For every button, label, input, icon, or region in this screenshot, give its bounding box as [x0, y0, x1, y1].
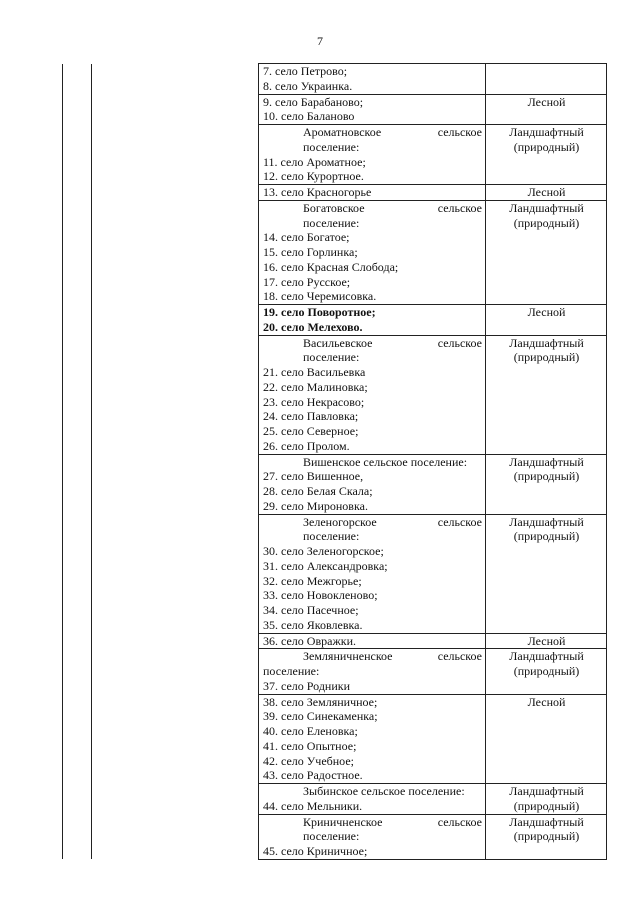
- settlements-cell: [259, 454, 486, 514]
- settlements-cell: [259, 649, 486, 694]
- header-word: сельское: [437, 814, 482, 829]
- empty-number-cell: [63, 200, 92, 304]
- village-item: 16. село Красная Слобода;: [263, 259, 399, 274]
- table-body: [63, 64, 607, 860]
- settlements-cell: [259, 125, 486, 185]
- village-item: 45. село Криничное;: [263, 844, 368, 858]
- page-number: 7: [317, 34, 323, 48]
- empty-name-cell: [92, 649, 259, 694]
- village-item: 8. село Украинка.: [263, 78, 353, 93]
- landscape-type-cell: Лесной: [486, 633, 607, 649]
- empty-number-cell: [63, 633, 92, 649]
- settlement-header-cont: поселение:: [303, 139, 360, 154]
- village-item: 15. село Горлинка;: [263, 245, 358, 259]
- village-item: 26. село Пролом.: [263, 438, 350, 453]
- landscape-type-cell: Ландшафтный (природный): [486, 335, 607, 454]
- settlement-header: [263, 649, 482, 664]
- village-item: 31. село Александровка;: [263, 558, 388, 573]
- village-item: 19. село Поворотное;: [263, 305, 376, 319]
- settlement-header-cont: поселение:: [303, 350, 360, 365]
- settlement-header: Зыбинское сельское поселение:: [303, 784, 465, 798]
- empty-name-cell: [92, 335, 259, 454]
- village-item: 17. село Русское;: [263, 274, 351, 289]
- empty-name-cell: [92, 125, 259, 185]
- village-item: 25. село Северное;: [263, 424, 359, 438]
- table-row: [63, 694, 607, 784]
- header-word: Криничненское: [303, 814, 383, 829]
- settlement-header: [263, 125, 482, 140]
- village-item: 23. село Некрасово;: [263, 394, 365, 409]
- village-item: 34. село Пасечное;: [263, 603, 359, 617]
- empty-number-cell: [63, 514, 92, 633]
- header-word: сельское: [437, 200, 482, 215]
- empty-number-cell: [63, 784, 92, 815]
- settlement-header: Вишенское сельское поселение:: [303, 454, 468, 469]
- settlement-header: [263, 515, 482, 530]
- settlement-header: [263, 201, 482, 216]
- village-item: 9. село Барабаново;: [263, 94, 364, 109]
- empty-number-cell: [63, 64, 92, 95]
- empty-name-cell: [92, 814, 259, 859]
- table-row: [63, 454, 607, 514]
- settlement-header: [263, 815, 482, 830]
- empty-name-cell: [92, 94, 259, 125]
- village-item: 35. село Яковлевка.: [263, 617, 363, 632]
- settlements-cell: [259, 784, 486, 815]
- village-item: 33. село Новокленово;: [263, 588, 378, 603]
- landscape-type-cell: Ландшафтный (природный): [486, 200, 607, 304]
- village-item: 29. село Мироновка.: [263, 498, 368, 513]
- village-item: 28. село Белая Скала;: [263, 484, 373, 498]
- header-word: Земляничненское: [303, 649, 393, 664]
- table-row: [63, 814, 607, 859]
- empty-name-cell: [92, 185, 259, 201]
- empty-name-cell: [92, 454, 259, 514]
- empty-name-cell: [92, 633, 259, 649]
- header-word: Богатовское: [303, 200, 365, 215]
- village-item: 36. село Овражки.: [263, 633, 356, 648]
- empty-name-cell: [92, 784, 259, 815]
- settlement-header-cont: поселение:: [303, 215, 360, 230]
- header-word: Васильевское: [303, 335, 373, 350]
- settlement-header: [263, 336, 482, 351]
- settlement-header-cont: поселение:: [303, 529, 360, 544]
- settlements-cell: [259, 200, 486, 304]
- village-item: 22. село Малиновка;: [263, 379, 368, 394]
- landscape-type-cell: Ландшафтный (природный): [486, 814, 607, 859]
- table-row: [63, 185, 607, 201]
- village-item: 39. село Синекаменка;: [263, 709, 378, 724]
- settlements-cell: [259, 694, 486, 784]
- settlements-cell: [259, 185, 486, 201]
- village-item: 14. село Богатое;: [263, 230, 350, 245]
- empty-number-cell: [63, 335, 92, 454]
- village-item: 40. село Еленовка;: [263, 724, 358, 738]
- village-item: 20. село Мелехово.: [263, 319, 363, 334]
- table-row: [63, 64, 607, 95]
- village-item: 18. село Черемисовка.: [263, 289, 377, 304]
- village-item: 32. село Межгорье;: [263, 573, 362, 588]
- landscape-type-cell: Ландшафтный (природный): [486, 784, 607, 815]
- landscape-type-cell: Ландшафтный (природный): [486, 454, 607, 514]
- village-item: 7. село Петрово;: [263, 64, 348, 78]
- settlement-header-cont: поселение:: [303, 829, 360, 844]
- table-row: [63, 649, 607, 694]
- empty-number-cell: [63, 814, 92, 859]
- village-item: 30. село Зеленогорское;: [263, 544, 384, 558]
- village-item: 11. село Ароматное;: [263, 154, 366, 169]
- landscape-type-cell: [486, 64, 607, 95]
- landscape-type-cell: Ландшафтный (природный): [486, 125, 607, 185]
- table-row: [63, 335, 607, 454]
- settlements-cell: [259, 814, 486, 859]
- landscape-type-cell: Лесной: [486, 94, 607, 125]
- settlements-cell: [259, 64, 486, 95]
- table-row: [63, 784, 607, 815]
- empty-number-cell: [63, 185, 92, 201]
- empty-number-cell: [63, 125, 92, 185]
- landscape-type-cell: Ландшафтный (природный): [486, 649, 607, 694]
- settlements-cell: [259, 335, 486, 454]
- empty-name-cell: [92, 64, 259, 95]
- empty-name-cell: [92, 305, 259, 336]
- settlements-cell: [259, 305, 486, 336]
- village-item: 27. село Вишенное,: [263, 469, 364, 484]
- table-row: [63, 125, 607, 185]
- landscape-type-cell: Лесной: [486, 694, 607, 784]
- village-item: 43. село Радостное.: [263, 768, 363, 783]
- village-item: 13. село Красногорье: [263, 185, 372, 199]
- settlements-cell: [259, 514, 486, 633]
- empty-number-cell: [63, 649, 92, 694]
- village-item: 42. село Учебное;: [263, 753, 354, 768]
- settlements-cell: [259, 94, 486, 125]
- table-row: [63, 514, 607, 633]
- table-row: [63, 633, 607, 649]
- header-word: сельское: [437, 649, 482, 664]
- settlements-cell: [259, 633, 486, 649]
- village-item: 24. село Павловка;: [263, 409, 359, 424]
- settlements-table: [62, 63, 607, 860]
- village-item: 10. село Баланово: [263, 109, 355, 124]
- empty-number-cell: [63, 94, 92, 125]
- table-row: [63, 200, 607, 304]
- empty-name-cell: [92, 694, 259, 784]
- village-item: 21. село Васильевка: [263, 365, 366, 379]
- village-item: 38. село Земляничное;: [263, 694, 378, 709]
- header-word: сельское: [437, 335, 482, 350]
- empty-number-cell: [63, 454, 92, 514]
- village-item: 12. село Курортное.: [263, 169, 364, 184]
- header-word: сельское: [437, 514, 482, 529]
- village-item: 41. село Опытное;: [263, 738, 357, 753]
- landscape-type-cell: Лесной: [486, 305, 607, 336]
- header-word: Зеленогорское: [303, 514, 377, 529]
- header-word: Ароматновское: [303, 125, 382, 139]
- header-word: сельское: [437, 125, 482, 139]
- empty-number-cell: [63, 305, 92, 336]
- table-row: [63, 94, 607, 125]
- empty-number-cell: [63, 694, 92, 784]
- landscape-type-cell: Ландшафтный (природный): [486, 514, 607, 633]
- empty-name-cell: [92, 200, 259, 304]
- landscape-type-cell: Лесной: [486, 185, 607, 201]
- village-item: 37. село Родники: [263, 678, 351, 693]
- table-row: [63, 305, 607, 336]
- empty-name-cell: [92, 514, 259, 633]
- settlement-header-cont: поселение:: [263, 664, 320, 678]
- village-item: 44. село Мельники.: [263, 798, 363, 813]
